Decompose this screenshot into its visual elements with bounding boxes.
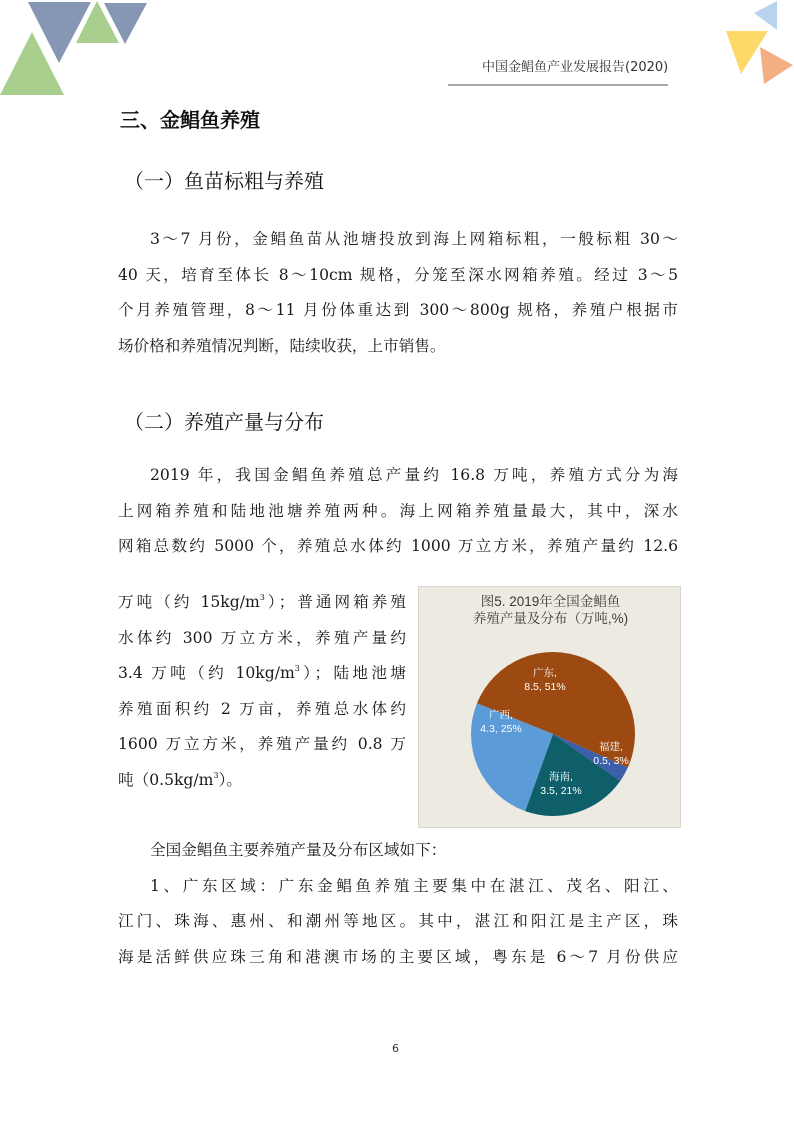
text-line: 养殖面积约 2 万亩，养殖总水体约 [118,699,406,718]
pie-chart [419,587,682,829]
page-number: 6 [392,1042,399,1055]
text-line: 3.4 万吨（约 $10kg/m^3$）；陆地池塘 [118,664,407,682]
text-line: 吨$(0.5kg/m^3)$。 [118,770,242,789]
pie-chart-figure [418,586,681,828]
text-line: 40 天，培育至体长 8～10cm 规格，分笼至深水网箱养殖。经过 3～5 [118,265,678,284]
pie-data-label: 福建, [599,741,623,753]
deco-triangle-salmon [760,47,793,84]
chart-title-line-2: 养殖产量及分布（万吨,%) [472,611,629,626]
text-line: 上网箱养殖和陆地池塘养殖两种。海上网箱养殖量最大，其中，深水 [118,501,678,520]
text-line: 水体约 300 万立方米，养殖产量约 [118,628,406,647]
text-line: 个月养殖管理，8～11 月份体重达到 300～800g 规格，养殖户根据市 [118,301,678,319]
report-header-title: 中国金鲳鱼产业发展报告(2020) [482,60,669,75]
text-line: 网箱总数约 5000 个，养殖总水体约 1000 万立方米，养殖产量约 12.6 [118,537,678,555]
pie-data-label: 3.5, 21% [540,785,582,797]
header-divider [448,84,668,86]
paragraph-regions [118,833,678,975]
paragraph-production [118,458,678,565]
pie-data-label: 0.5, 3% [593,755,629,767]
text-line: 1600 万立方米，养殖产量约 0.8 万 [118,735,406,753]
text-line: 2019 年，我国金鲳鱼养殖总产量约 16.8 万吨，养殖方式分为海 [150,466,678,484]
subsection-heading-1: （一）鱼苗标粗与养殖 [124,169,324,193]
pie-data-label: 广西, [489,709,513,721]
text-line: 万吨（约 $15kg/m^3$）；普通网箱养殖 [118,593,406,611]
text-line: 海是活鲜供应珠三角和港澳市场的主要区域，粤东是 6～7 月份供应 [118,947,678,966]
chart-title-line-1: 图5. 2019年全国金鲳鱼 [480,594,621,609]
text-line: 3～7 月份，金鲳鱼苗从池塘投放到海上网箱标粗，一般标粗 30～ [150,230,678,248]
deco-triangle-lightblue [754,1,777,30]
subsection-heading-2: （二）养殖产量与分布 [124,410,324,434]
text-line: 场价格和养殖情况判断，陆续收获，上市销售。 [118,336,446,355]
text-line: 全国金鲳鱼主要养殖产量及分布区域如下： [150,841,447,859]
header-decoration [0,0,794,100]
pie-data-label: 4.3, 25% [480,723,522,735]
paragraph-wrapped [118,585,406,798]
pie-data-label: 海南, [549,771,573,783]
pie-data-label: 广东, [533,667,557,679]
section-heading: 三、金鲳鱼养殖 [120,108,260,132]
paragraph-seedling [118,222,678,364]
pie-data-label: 8.5, 51% [524,681,566,693]
text-line: 江门、珠海、惠州、和潮州等地区。其中，湛江和阳江是主产区，珠 [118,912,678,930]
text-line: 1、广东区域：广东金鲳鱼养殖主要集中在湛江、茂名、阳江、 [150,876,678,895]
